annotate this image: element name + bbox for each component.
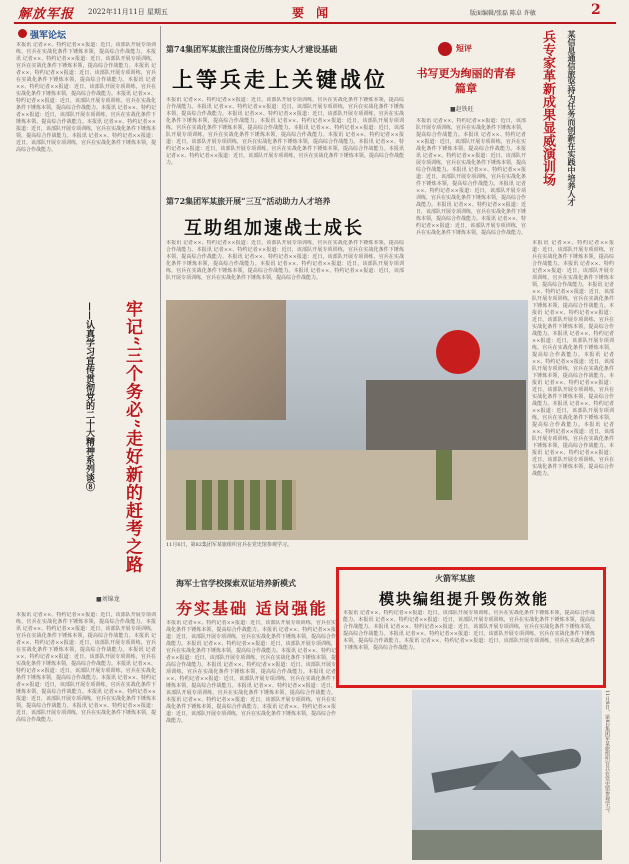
comment-tag-icon: [438, 42, 452, 56]
article-74-body: 本报讯 记者××、特约记者××报道：近日，该部队开展专项训练，官兵在实战化条件下锤炼本领，提高综合作战能力。本报讯 记者××、特约记者××报道：近日，该部队开展专项训练，官兵在实战化条件下锤炼本领，提高综合作战能力。本报讯 记者××、特约记者××报道：近日，该部队开展专项训练，官兵在实战化条件下锤炼本领，提高综合作战能力。本报讯 记者××、特约记者××报道：近日，该部队开展专项训练，官兵在实战化条件下锤炼本领，提高综合作战能力。本报讯 记者××、特约记者××报道：近日，该部队开展专项训练，官兵在实战化条件下锤炼本领，提高综合作战能力。本报讯 记者××、特约记者××报道：近日，该部队开展专项训练，官兵在实战化条件下锤炼本领，提高综合作战能力。本报讯 记者××、特约记者××报道：近日，该部队开展专项训练，官兵在实战化条件下锤炼本领，提高综合作战能力。本报讯 记者××、特约记者××报道：近日，该部队开展专项训练，官兵在实战化条件下锤炼本领，提高综合作战能力。: [166, 97, 404, 166]
rocket-body: 本报讯 记者××、特约记者××报道：近日，该部队开展专项训练，官兵在实战化条件下锤炼本领，提高综合作战能力。本报讯 记者××、特约记者××报道：近日，该部队开展专项训练，官兵在实战化条件下锤炼本领，提高综合作战能力。本报讯 记者××、特约记者××报道：近日，该部队开展专项训练，官兵在实战化条件下锤炼本领，提高综合作战能力。本报讯 记者××、特约记者××报道：近日，该部队开展专项训练，官兵在实战化条件下锤炼本领，提高综合作战能力。本报讯 记者××、特约记者××报道：近日，该部队开展专项训练，官兵在实战化条件下锤炼本领，提高综合作战能力。: [343, 610, 595, 651]
header-rule: [14, 22, 616, 24]
rocket-article-box[interactable]: [336, 567, 606, 688]
short-comment-box: [410, 28, 530, 328]
photo-caption: 11月6日，第82集团军某旅组织官兵在党史馆参观学习。: [166, 542, 292, 548]
photo-banner: [166, 300, 286, 420]
feature-body: 本报讯 记者××、特约记者××报道：近日，该部队开展专项训练，官兵在实战化条件下锤炼本领，提高综合作战能力。本报讯 记者××、特约记者××报道：近日，该部队开展专项训练，官兵在实战化条件下锤炼本领，提高综合作战能力。本报讯 记者××、特约记者××报道：近日，该部队开展专项训练，官兵在实战化条件下锤炼本领，提高综合作战能力。本报讯 记者××、特约记者××报道：近日，该部队开展专项训练，官兵在实战化条件下锤炼本领，提高综合作战能力。本报讯 记者××、特约记者××报道：近日，该部队开展专项训练，官兵在实战化条件下锤炼本领，提高综合作战能力。本报讯 记者××、特约记者××报道：近日，该部队开展专项训练，官兵在实战化条件下锤炼本领，提高综合作战能力。本报讯 记者××、特约记者××报道：近日，该部队开展专项训练，官兵在实战化条件下锤炼本领，提高综合作战能力。本报讯 记者××、特约记者××报道：近日，该部队开展专项训练，官兵在实战化条件下锤炼本领，提高综合作战能力。本报讯 记者××、特约记者××报道：近日，该部队开展专项训练，官兵在实战化条件下锤炼本领，提高综合作战能力。本报讯 记者××、特约记者××报道：近日，该部队开展专项训练，官兵在实战化条件下锤炼本领，提高综合作战能力。: [532, 240, 614, 477]
issue-date: 2022年11月11日 星期五: [88, 8, 168, 16]
commentary-subheadline: ——认真学习宣传贯彻党的二十大精神系列谈⑧: [84, 302, 94, 491]
main-photo: [166, 300, 528, 540]
photo-soldiers: [186, 480, 296, 530]
rocket-kicker: 火箭军某旅: [435, 573, 475, 583]
naval-body: 本报讯 记者××、特约记者××报道：近日，该部队开展专项训练，官兵在实战化条件下锤炼本领，提高综合作战能力。本报讯 记者××、特约记者××报道：近日，该部队开展专项训练，官兵在实战化条件下锤炼本领，提高综合作战能力。本报讯 记者××、特约记者××报道：近日，该部队开展专项训练，官兵在实战化条件下锤炼本领，提高综合作战能力。本报讯 记者××、特约记者××报道：近日，该部队开展专项训练，官兵在实战化条件下锤炼本领，提高综合作战能力。本报讯 记者××、特约记者××报道：近日，该部队开展专项训练，官兵在实战化条件下锤炼本领，提高综合作战能力。本报讯 记者××、特约记者××报道：近日，该部队开展专项训练，官兵在实战化条件下锤炼本领，提高综合作战能力。本报讯 记者××、特约记者××报道：近日，该部队开展专项训练，官兵在实战化条件下锤炼本领，提高综合作战能力。本报讯 记者××、特约记者××报道：近日，该部队开展专项训练，官兵在实战化条件下锤炼本领，提高综合作战能力。本报讯 记者××、特约记者××报道：近日，该部队开展专项训练，官兵在实战化条件下锤炼本领，提高综合作战能力。: [166, 620, 336, 724]
section-tag-icon: [18, 29, 27, 38]
rocket-headline: 模块编组提升毁伤效能: [379, 590, 550, 608]
runway: [412, 830, 602, 860]
photo-speaker: [436, 450, 452, 500]
editor-info: 版面编辑/张磊 陈卓 许敏: [470, 10, 536, 17]
article-72-kicker: 第72集团军某旅开展“三互”活动助力人才培养: [166, 196, 331, 206]
party-emblem-icon: [436, 330, 480, 374]
article-72-body: 本报讯 记者××、特约记者××报道：近日，该部队开展专项训练，官兵在实战化条件下锤炼本领，提高综合作战能力。本报讯 记者××、特约记者××报道：近日，该部队开展专项训练，官兵在实战化条件下锤炼本领，提高综合作战能力。本报讯 记者××、特约记者××报道：近日，该部队开展专项训练，官兵在实战化条件下锤炼本领，提高综合作战能力。本报讯 记者××、特约记者××报道：近日，该部队开展专项训练，官兵在实战化条件下锤炼本领，提高综合作战能力。本报讯 记者××、特约记者××报道：近日，该部队开展专项训练，官兵在实战化条件下锤炼本领，提高综合作战能力。: [166, 240, 404, 281]
comment-headline: 书写更为绚丽的青春篇章: [416, 67, 516, 95]
feature-headline: 兵专家革新成果显威演训场: [540, 30, 555, 186]
article-72-headline: 互助组加速战士成长: [184, 218, 364, 239]
aircraft-caption: 11月6日，第82集团军某旅组织官兵在党史馆参观学习。: [604, 690, 610, 816]
aircraft-photo: [412, 690, 602, 860]
jet-wing: [472, 750, 552, 790]
page-number: 2: [591, 2, 601, 18]
comment-author: ■赵铁旺: [450, 106, 474, 113]
feature-kicker: 某信息通信旅坚持为任务而创新在实践中培养人才: [567, 30, 577, 206]
left-column-text-bottom: 本报讯 记者××、特约记者××报道：近日，该部队开展专项训练，官兵在实战化条件下锤炼本领，提高综合作战能力。本报讯 记者××、特约记者××报道：近日，该部队开展专项训练，官兵在实战化条件下锤炼本领，提高综合作战能力。本报讯 记者××、特约记者××报道：近日，该部队开展专项训练，官兵在实战化条件下锤炼本领，提高综合作战能力。本报讯 记者××、特约记者××报道：近日，该部队开展专项训练，官兵在实战化条件下锤炼本领，提高综合作战能力。本报讯 记者××、特约记者××报道：近日，该部队开展专项训练，官兵在实战化条件下锤炼本领，提高综合作战能力。本报讯 记者××、特约记者××报道：近日，该部队开展专项训练，官兵在实战化条件下锤炼本领，提高综合作战能力。本报讯 记者××、特约记者××报道：近日，该部队开展专项训练，官兵在实战化条件下锤炼本领，提高综合作战能力。本报讯 记者××、特约记者××报道：近日，该部队开展专项训练，官兵在实战化条件下锤炼本领，提高综合作战能力。: [16, 612, 156, 723]
comment-tag: 短评: [456, 43, 472, 53]
photo-wall: [366, 380, 526, 450]
commentary-author: ■刘锦龙: [96, 596, 120, 603]
section-tag: 强军论坛: [30, 31, 67, 41]
newspaper-logo: 解放军报: [18, 7, 75, 22]
naval-kicker: 海军士官学校探索双证培养新模式: [176, 578, 296, 588]
article-74-kicker: 第74集团军某旅注重岗位历练夯实人才建设基础: [166, 44, 338, 54]
column-divider: [160, 26, 161, 862]
commentary-headline: 牢记“三个务必”走好新的赶考之路: [122, 300, 142, 574]
naval-headline: 夯实基础 适岗强能: [176, 599, 328, 618]
left-column-text-top: 本报讯 记者××、特约记者××报道：近日，该部队开展专项训练，官兵在实战化条件下锤炼本领，提高综合作战能力。本报讯 记者××、特约记者××报道：近日，该部队开展专项训练，官兵在实战化条件下锤炼本领，提高综合作战能力。本报讯 记者××、特约记者××报道：近日，该部队开展专项训练，官兵在实战化条件下锤炼本领，提高综合作战能力。本报讯 记者××、特约记者××报道：近日，该部队开展专项训练，官兵在实战化条件下锤炼本领，提高综合作战能力。本报讯 记者××、特约记者××报道：近日，该部队开展专项训练，官兵在实战化条件下锤炼本领，提高综合作战能力。本报讯 记者××、特约记者××报道：近日，该部队开展专项训练，官兵在实战化条件下锤炼本领，提高综合作战能力。本报讯 记者××、特约记者××报道：近日，该部队开展专项训练，官兵在实战化条件下锤炼本领，提高综合作战能力。本报讯 记者××、特约记者××报道：近日，该部队开展专项训练，官兵在实战化条件下锤炼本领，提高综合作战能力。: [16, 42, 156, 153]
section-title: 要 闻: [292, 6, 333, 20]
comment-body: 本报讯 记者××、特约记者××报道：近日，该部队开展专项训练，官兵在实战化条件下锤炼本领，提高综合作战能力。本报讯 记者××、特约记者××报道：近日，该部队开展专项训练，官兵在实战化条件下锤炼本领，提高综合作战能力。本报讯 记者××、特约记者××报道：近日，该部队开展专项训练，官兵在实战化条件下锤炼本领，提高综合作战能力。本报讯 记者××、特约记者××报道：近日，该部队开展专项训练，官兵在实战化条件下锤炼本领，提高综合作战能力。本报讯 记者××、特约记者××报道：近日，该部队开展专项训练，官兵在实战化条件下锤炼本领，提高综合作战能力。本报讯 记者××、特约记者××报道：近日，该部队开展专项训练，官兵在实战化条件下锤炼本领，提高综合作战能力。本报讯 记者××、特约记者××报道：近日，该部队开展专项训练，官兵在实战化条件下锤炼本领，提高综合作战能力。: [416, 118, 526, 236]
article-74-headline: 上等兵走上关键战位: [172, 67, 388, 92]
